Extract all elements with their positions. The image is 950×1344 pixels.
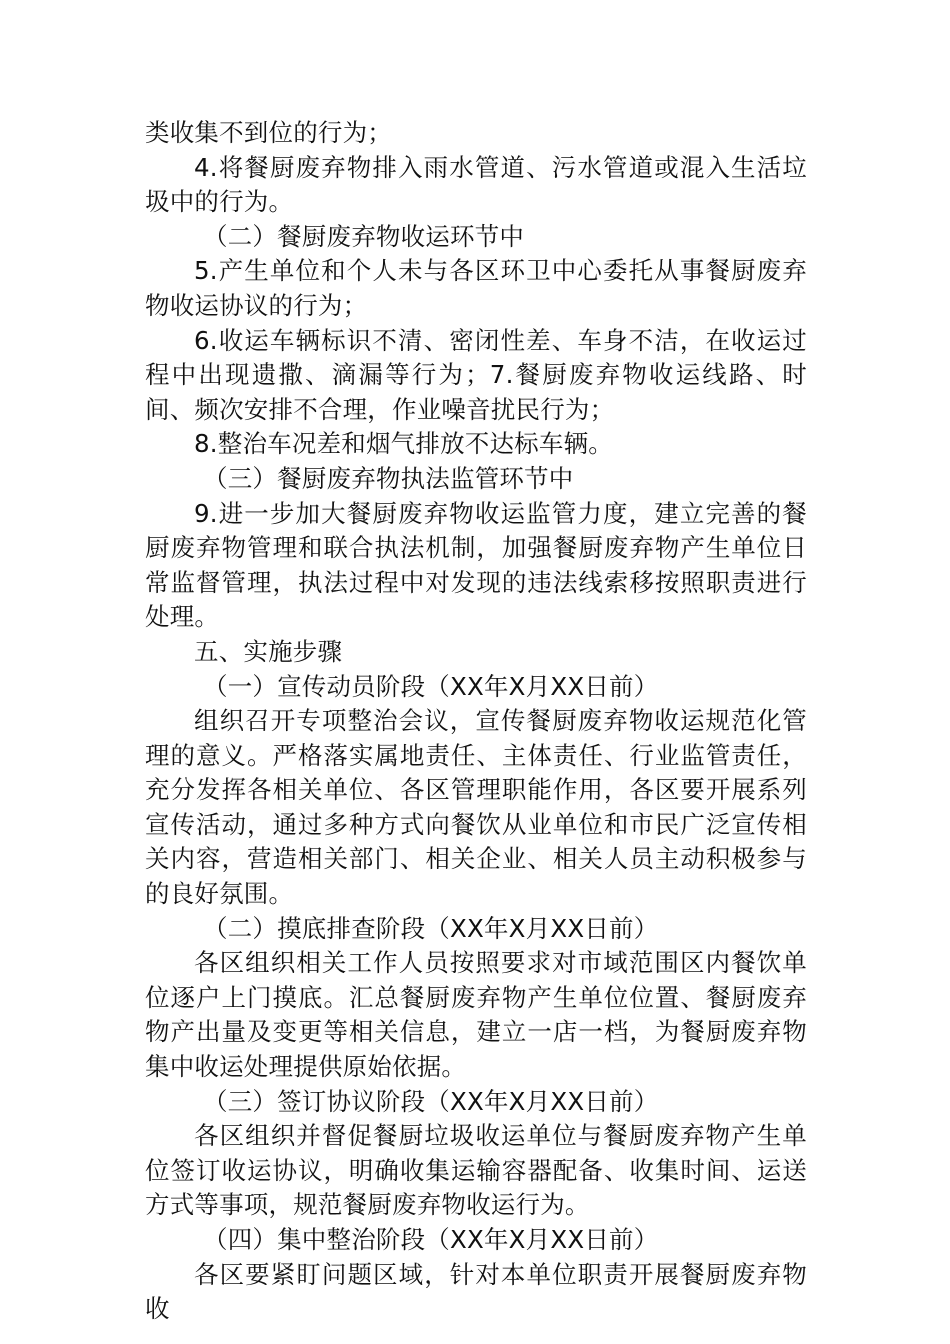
section-heading-enforcement: （三）餐厨废弃物执法监管环节中 bbox=[203, 463, 574, 493]
paragraph-item-9: 9.进一步加大餐厨废弃物收运监管力度，建立完善的餐厨废弃物管理和联合执法机制，加强餐厨废弃物产生单位日常监督管理，执法过程中对发现的违法线索移按照职责进行处理。 bbox=[145, 498, 807, 632]
paragraph-item-4: 4.将餐厨废弃物排入雨水管道、污水管道或混入生活垃圾中的行为。 bbox=[145, 152, 807, 217]
document-page bbox=[145, 116, 807, 1327]
step-body-1: 组织召开专项整治会议，宣传餐厨废弃物收运规范化管理的意义。严格落实属地责任、主体责任、行业监管责任，充分发挥各相关单位、各区管理职能作用，各区要开展系列宣传活动，通过多种方式向餐饮从业单位和市民广泛宣传相关内容，营造相关部门、相关企业、相关人员主动积极参与的良好氛围。 bbox=[145, 706, 807, 909]
section-heading-collection: （二）餐厨废弃物收运环节中 bbox=[203, 221, 525, 251]
paragraph-item-5: 5.产生单位和个人未与各区环卫中心委托从事餐厨废弃物收运协议的行为； bbox=[145, 256, 807, 320]
chapter-heading-steps: 五、实施步骤 bbox=[194, 636, 343, 666]
step-heading-4: （四）集中整治阶段（XX年X月XX日前） bbox=[203, 1225, 659, 1254]
step-heading-1: （一）宣传动员阶段（XX年X月XX日前） bbox=[203, 671, 659, 701]
step-body-3: 各区组织并督促餐厨垃圾收运单位与餐厨废弃物产生单位签订收运协议，明确收集运输容器配备、收集时间、运送方式等事项，规范餐厨废弃物收运行为。 bbox=[145, 1121, 807, 1220]
step-body-2: 各区组织相关工作人员按照要求对市域范围区内餐饮单位逐户上门摸底。汇总餐厨废弃物产生单位位置、餐厨废弃物产出量及变更等相关信息，建立一店一档，为餐厨废弃物集中收运处理提供原始依据。 bbox=[145, 948, 807, 1082]
step-body-4: 各区要紧盯问题区域，针对本单位职责开展餐厨废弃物收 bbox=[145, 1259, 807, 1324]
step-heading-2: （二）摸底排查阶段（XX年X月XX日前） bbox=[203, 913, 659, 943]
paragraph-continuation: 类收集不到位的行为； bbox=[145, 118, 392, 147]
paragraph-item-8: 8.整治车况差和烟气排放不达标车辆。 bbox=[194, 429, 613, 459]
paragraph-item-6-7: 6.收运车辆标识不清、密闭性差、车身不洁，在收运过程中出现遗撒、滴漏等行为；7.餐厨废弃物收运线路、时间、频次安排不合理，作业噪音扰民行为； bbox=[145, 325, 807, 424]
step-heading-3: （三）签订协议阶段（XX年X月XX日前） bbox=[203, 1086, 659, 1116]
